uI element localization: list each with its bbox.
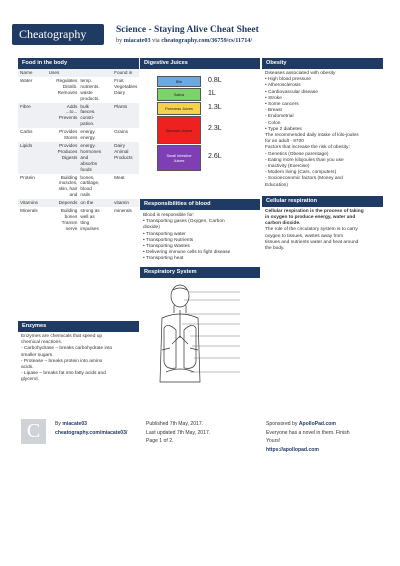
blood-line: dioxide) xyxy=(143,225,160,231)
enzymes-section xyxy=(18,321,139,411)
obesity-line: - Eating more kilojoules than you use xyxy=(265,157,344,163)
blood-text xyxy=(140,210,260,265)
juice-volume-label: 0.8L xyxy=(208,76,222,84)
food-cell-detail: on the xyxy=(78,199,112,207)
page-header xyxy=(0,0,400,52)
cellular-line: in oxygen to produce energy, water and xyxy=(265,215,356,221)
food-cell-uses: Building bones Transm nerve xyxy=(60,208,78,231)
obesity-line: • Stroke xyxy=(265,95,282,101)
obesity-line: • Some cancers xyxy=(265,102,299,108)
footer-sponsor: Sponsored by ApolloPad.com Everyone has a novel in them. Finish Yours! https://apollopad.com xyxy=(266,421,350,453)
enzymes-line: Enzymes are chemicals that speed up xyxy=(21,334,103,339)
food-cell-name: Vitamins xyxy=(18,199,47,207)
food-cell-detail: strong as well as tting impulses xyxy=(80,208,100,231)
juice-bar: Pancreas Juices xyxy=(157,102,201,115)
cellular-text xyxy=(262,207,383,254)
enzymes-line: - Lipase – breaks fat into fatty acids and xyxy=(21,371,106,377)
juice-bar: Saliva xyxy=(157,88,201,101)
obesity-line: - Breast xyxy=(265,108,282,114)
footer-dates: Published 7th May, 2017. Last updated 7th May, 2017. Page 1 of 2. xyxy=(146,421,211,444)
obesity-line: - Endometrial xyxy=(265,114,294,120)
respiratory-system-image xyxy=(140,278,260,388)
obesity-line: - Genetics (Obese parentage) xyxy=(265,151,329,157)
section-title-cellular: Cellular respiration xyxy=(262,196,383,207)
table-row xyxy=(18,142,139,174)
obesity-line: - Colon xyxy=(265,120,281,126)
cellular-line: oxygen to tissues, wastes away from xyxy=(265,233,344,239)
food-table xyxy=(18,69,139,233)
food-cell-found: Plants xyxy=(112,103,139,129)
table-row xyxy=(18,207,139,233)
table-row xyxy=(18,103,139,129)
author-avatar: C xyxy=(21,419,46,444)
food-cell-detail: bones, cartilage, blood nails xyxy=(80,174,100,198)
sponsor-url[interactable]: https://apollopad.com xyxy=(266,446,319,453)
food-cell-found: Fruit Vegetables Dairy xyxy=(114,77,138,95)
food-cell-name: Lipids xyxy=(18,142,47,174)
food-cell-name: Minerals xyxy=(20,208,38,214)
obesity-line: • Atherosclerosis xyxy=(265,83,301,89)
obesity-line: - Modern living (Cars, computers) xyxy=(265,170,337,176)
food-cell-detail: energy. energy. xyxy=(80,129,96,141)
table-row xyxy=(18,174,139,200)
enzymes-line: - Protease – breaks protein into amino xyxy=(21,358,103,364)
cheatography-logo[interactable]: Cheatography xyxy=(12,24,104,45)
blood-line: • Transporting heat xyxy=(143,256,184,262)
section-title-respiratory: Respiratory System xyxy=(140,267,260,278)
food-cell-uses: Depends xyxy=(47,199,79,207)
enzymes-line: smaller sugars. xyxy=(21,352,54,358)
footer-author: By miacate03 cheatography.com/miacate03/ xyxy=(55,421,128,436)
food-cell-found: Grains xyxy=(114,129,128,135)
column-2 xyxy=(140,58,260,388)
food-cell-found: vitamin xyxy=(112,199,139,207)
blood-line: • Transporting gases (Oxygen, Carbon xyxy=(143,219,225,225)
obesity-line: for an adult - 8700 xyxy=(265,139,304,145)
blood-line: • Transporting Nutrients xyxy=(143,237,194,243)
page-footer xyxy=(0,416,400,456)
respiratory-diagram xyxy=(140,278,260,388)
enzymes-text xyxy=(18,332,139,411)
juice-volume-label: 2.6L xyxy=(208,153,222,160)
obesity-line: • Type 2 diabetes xyxy=(265,126,302,132)
food-cell-name: Carbs xyxy=(20,129,33,135)
food-table-header: Name Uses Found in xyxy=(18,69,139,77)
cellular-line: The role of the circulatory system is to carry xyxy=(265,227,358,233)
digestive-juices-chart xyxy=(140,69,260,193)
obesity-line: Factors that increase the risk of obesity: xyxy=(265,145,350,151)
food-table-box xyxy=(18,69,139,233)
enzymes-line: - Carbohydrase – breaks carbohydrate into xyxy=(21,346,113,352)
blood-line: • Delivering immune cells to fight disease xyxy=(143,250,231,256)
juice-volume-label: 2.3L xyxy=(208,125,222,132)
enzymes-line: chemical reactions. xyxy=(21,340,63,346)
juice-volume-label: 1L xyxy=(208,89,216,97)
food-cell-found: minerals xyxy=(114,208,132,214)
section-title-food: Food in the body xyxy=(18,58,139,69)
page-title: Science - Staying Alive Cheat Sheet xyxy=(116,25,259,35)
blood-line: • Transporting Wastes xyxy=(143,244,190,250)
food-cell-found: Dairy Animal Products xyxy=(112,142,139,174)
food-cell-detail: temp. nutrients. waste products. xyxy=(80,77,100,101)
footer-author-link[interactable]: miacate03 xyxy=(62,421,88,427)
food-cell-name: Protein xyxy=(20,174,35,180)
byline: by miacate03 via cheatography.com/36759/cs/11714/ xyxy=(116,37,253,44)
blood-line: • Transporting water xyxy=(143,231,186,237)
enzymes-line: glycerol. xyxy=(21,377,39,383)
food-cell-uses: Adds ...to... Prevents xyxy=(47,103,79,129)
obesity-line: • Cardiovascular disease xyxy=(265,89,318,95)
footer-author-url[interactable]: cheatography.com/miacate03/ xyxy=(55,429,128,436)
juice-volume-label: 1.3L xyxy=(208,103,222,111)
food-cell-uses: Provides Produces Digests xyxy=(47,142,79,174)
obesity-line: • High blood pressure xyxy=(265,77,311,83)
obesity-line: Diseases associated with obesity xyxy=(265,71,336,76)
food-cell-uses: Provides Stores xyxy=(59,129,78,141)
table-row xyxy=(18,199,139,207)
cellular-line: tissues and nutrients water and heat around xyxy=(265,239,359,245)
obesity-line: - Socioeconomic factors (Money and xyxy=(265,176,343,182)
food-cell-detail: energy. hormones and absorbs foods xyxy=(78,142,112,174)
juice-bar: Small Intestine Juices xyxy=(157,145,201,171)
cellular-line: the body. xyxy=(265,246,285,252)
obesity-line: Education) xyxy=(265,182,288,188)
food-cell-detail: bulk faeces. consti- pation. xyxy=(78,103,112,129)
sponsor-link[interactable]: ApolloPad.com xyxy=(298,421,336,427)
section-title-digestive: Digestive Juices xyxy=(140,58,260,69)
cellular-line: Cellular respiration is the process of taking xyxy=(265,208,364,214)
obesity-line: The recommended daily intake of kilo-joules xyxy=(265,133,359,139)
obesity-line: - Inactivity (Exercise) xyxy=(265,164,310,170)
juice-bar: Stomach Juices xyxy=(157,116,201,144)
table-row xyxy=(18,128,139,142)
blood-line: Blood is responsible for: xyxy=(143,213,195,218)
section-title-enzymes: Enzymes xyxy=(18,321,139,332)
section-title-blood: Responsibilities of blood xyxy=(140,199,260,210)
column-3 xyxy=(262,58,383,254)
table-row xyxy=(18,77,139,103)
sheet-url-link[interactable]: cheatography.com/36759/cs/11714/ xyxy=(161,37,253,44)
cellular-line: carbon dioxide. xyxy=(265,221,301,227)
food-cell-uses: Regulates Distrib. Removes xyxy=(56,77,78,95)
section-title-obesity: Obesity xyxy=(262,58,383,69)
juice-bar: Bile xyxy=(157,76,201,87)
food-cell-name: Water xyxy=(20,77,33,83)
obesity-text xyxy=(262,69,383,191)
enzymes-line: acids. xyxy=(21,365,34,371)
food-cell-uses: Building muscles, skin, hair and xyxy=(58,174,78,198)
food-cell-found: Meat xyxy=(114,174,125,180)
food-cell-name: Fibre xyxy=(18,103,47,129)
author-link[interactable]: miacate03 xyxy=(123,37,151,44)
column-1 xyxy=(18,58,139,383)
